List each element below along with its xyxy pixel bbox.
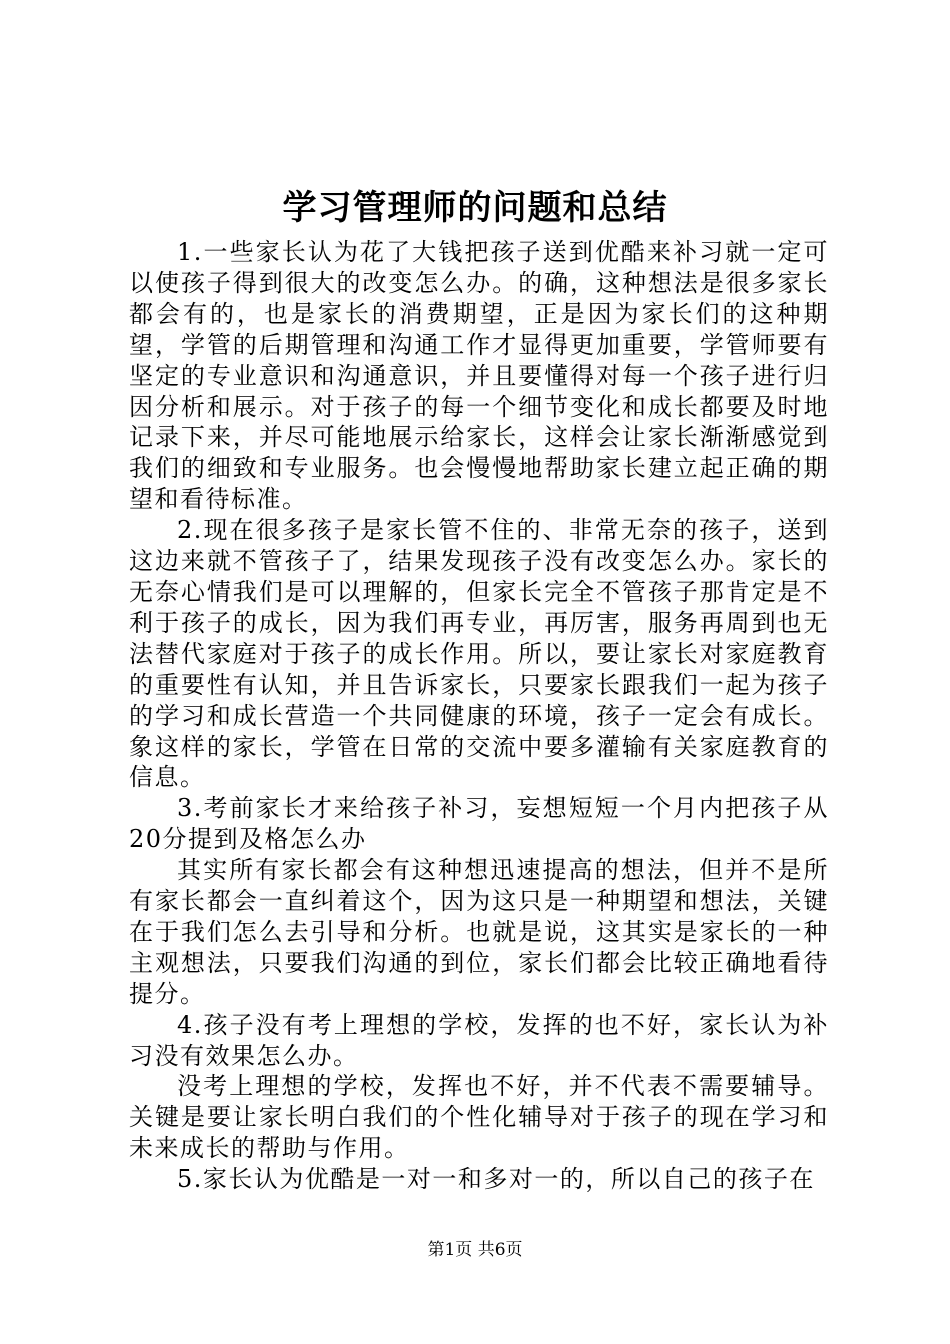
paragraph-6: 没考上理想的学校，发挥也不好，并不代表不需要辅导。关键是要让家长明白我们的个性化辅导对于孩子的现在学习和未来成长的帮助与作用。 (129, 1072, 829, 1163)
page-footer: 第1页 共6页 (427, 1240, 523, 1260)
document-body (129, 237, 829, 1195)
paragraph-3: 3.考前家长才来给孩子补习，妄想短短一个月内把孩子从20分提到及格怎么办 (129, 794, 829, 854)
paragraph-5: 4.孩子没有考上理想的学校，发挥的也不好，家长认为补习没有效果怎么办。 (129, 1010, 829, 1070)
paragraph-7: 5.家长认为优酷是一对一和多对一的，所以自己的孩子在 (177, 1165, 815, 1194)
paragraph-4: 其实所有家长都会有这种想迅速提高的想法，但并不是所有家长都会一直纠着这个，因为这只是一种期望和想法，关键在于我们怎么去引导和分析。也就是说，这其实是家长的一种主观想法，只要我们沟通的到位，家长们都会比较正确地看待提分。 (129, 856, 829, 1008)
page-title: 学习管理师的问题和总结 (282, 188, 668, 228)
paragraph-2: 2.现在很多孩子是家长管不住的、非常无奈的孩子，送到这边来就不管孩子了，结果发现孩子没有改变怎么办。家长的无奈心情我们是可以理解的，但家长完全不管孩子那肯定是不利于孩子的成长，因为我们再专业，再厉害，服务再周到也无法替代家庭对于孩子的成长作用。所以，要让家长对家庭教育的重要性有认知，并且告诉家长，只要家长跟我们一起为孩子的学习和成长营造一个共同健康的环境，孩子一定会有成长。象这样的家长，学管在日常的交流中要多灌输有关家庭教育的信息。 (129, 516, 829, 792)
paragraph-1: 1.一些家长认为花了大钱把孩子送到优酷来补习就一定可以使孩子得到很大的改变怎么办。的确，这种想法是很多家长都会有的，也是家长的消费期望，正是因为家长们的这种期望，学管的后期管理和沟通工作才显得更加重要，学管师要有坚定的专业意识和沟通意识，并且要懂得对每一个孩子进行归因分析和展示。对于孩子的每一个细节变化和成长都要及时地记录下来，并尽可能地展示给家长，这样会让家长渐渐感觉到我们的细致和专业服务。也会慢慢地帮助家长建立起正确的期望和看待标准。 (129, 238, 829, 514)
